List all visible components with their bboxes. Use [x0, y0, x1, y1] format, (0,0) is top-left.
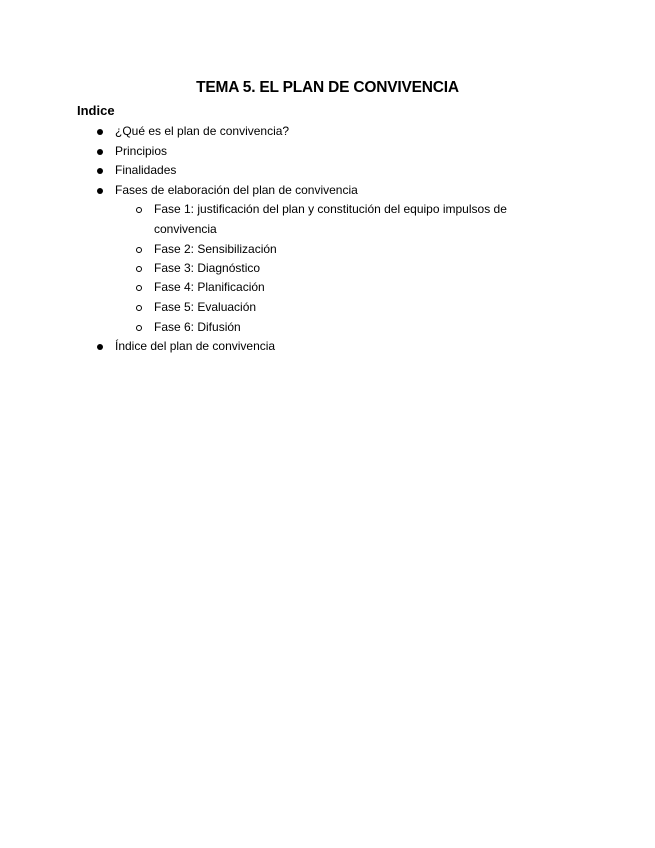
sub-list-item	[154, 240, 554, 260]
sub-list-item-label: Fase 3: Diagnóstico	[154, 261, 261, 275]
sub-list-item-label: Fase 4: Planificación	[154, 280, 265, 294]
bullet-disc-icon	[97, 149, 103, 155]
list-item-label: Índice del plan de convivencia	[115, 339, 276, 353]
bullet-disc-icon	[97, 168, 103, 174]
bullet-circle-icon	[136, 325, 142, 331]
bullet-circle-icon	[136, 305, 142, 311]
list-item	[115, 181, 358, 201]
list-item	[115, 337, 275, 357]
bullet-disc-icon	[97, 344, 103, 350]
list-item-label: Fases de elaboración del plan de convivencia	[115, 183, 358, 197]
bullet-circle-icon	[136, 207, 142, 213]
bullet-circle-icon	[136, 266, 142, 272]
sub-list-item	[154, 200, 554, 239]
sub-list-item-label: Fase 1: justificación del plan y constitución del equipo impulsos de convivencia	[154, 202, 507, 236]
sub-list-item	[154, 298, 554, 318]
sub-list-item-label: Fase 6: Difusión	[154, 320, 241, 334]
bullet-circle-icon	[136, 247, 142, 253]
list-item	[115, 122, 289, 142]
sub-list-item	[154, 259, 554, 279]
sub-list-item	[154, 318, 554, 338]
list-item-label: Finalidades	[115, 163, 177, 177]
bullet-disc-icon	[97, 188, 103, 194]
list-item	[115, 142, 167, 162]
document-title: TEMA 5. EL PLAN DE CONVIVENCIA	[196, 79, 459, 96]
bullet-disc-icon	[97, 129, 103, 135]
list-item-label: Principios	[115, 144, 168, 158]
list-item-label: ¿Qué es el plan de convivencia?	[115, 124, 290, 138]
bullet-circle-icon	[136, 285, 142, 291]
index-heading: Indice	[77, 103, 115, 118]
sub-list-item-label: Fase 5: Evaluación	[154, 300, 257, 314]
sub-list-item-label: Fase 2: Sensibilización	[154, 242, 277, 256]
list-item	[115, 161, 176, 181]
sub-list-item	[154, 278, 554, 298]
